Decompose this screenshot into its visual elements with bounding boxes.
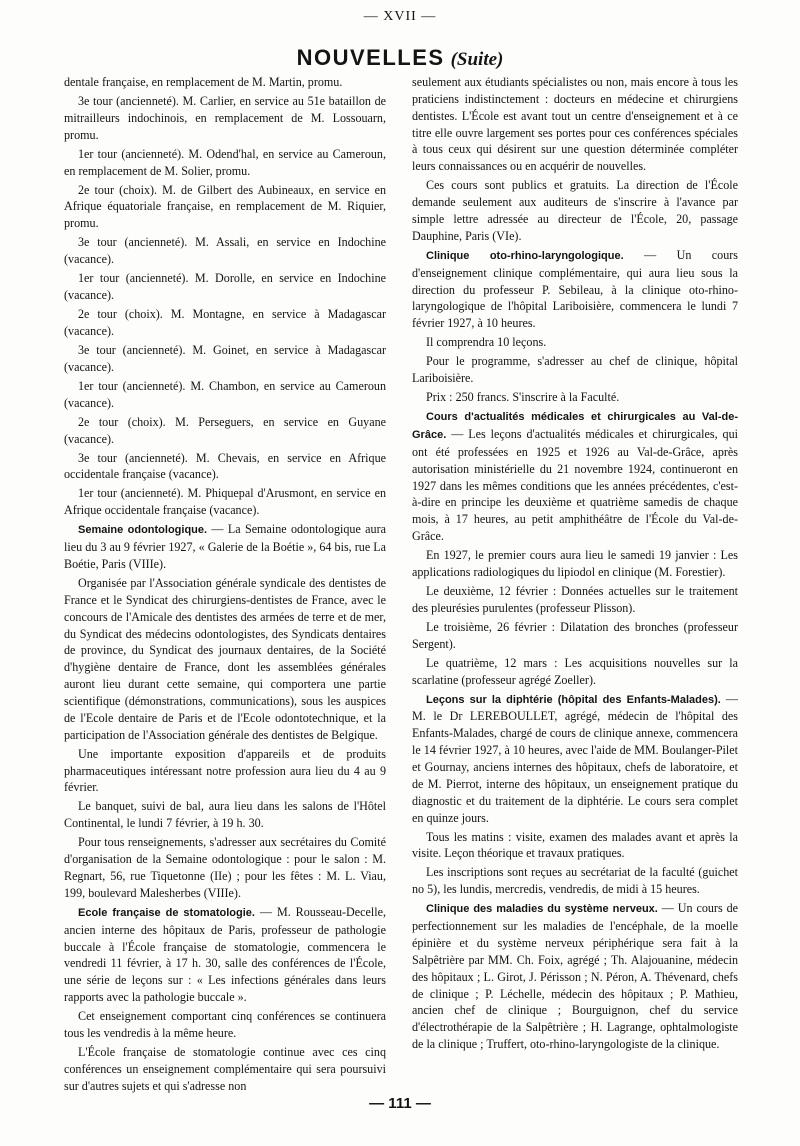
paragraph-text: 1er tour (ancienneté). M. Odend'hal, en service au Cameroun, en remplacement de M. Solier, promu. <box>64 146 386 178</box>
paragraph <box>64 834 386 901</box>
page-roman-numeral: — XVII — <box>363 9 437 24</box>
paragraph-text: L'École française de stomatologie continue avec ces cinq conférences un enseignement complémentaire qui sera poursuivi sur d'autres sujets et qui s'adresse non <box>64 1044 386 1093</box>
paragraph <box>64 342 386 376</box>
paragraph <box>412 177 738 244</box>
section-heading: Clinique oto-rhino-laryngologique. <box>426 249 624 262</box>
left-column <box>64 74 386 1097</box>
paragraph <box>412 547 738 581</box>
paragraph <box>64 485 386 519</box>
paragraph-text: Ces cours sont publics et gratuits. La direction de l'École demande seulement aux auditeurs de s'inscrire à l'avance par simple lettre adressée au directeur de l'École, 20, passage Dauphine, Paris (VIe). <box>412 178 738 243</box>
paragraph <box>64 1044 386 1095</box>
paragraph-text: — Un cours d'enseignement clinique complémentaire, qui aura lieu sous la direction du professeur P. Sebileau, à la clinique oto-rhino-laryngologique de l'hôpital Lariboisière, commencera le lundi 7 février 1927, à 10 heures. <box>412 247 739 331</box>
paragraph <box>412 691 738 827</box>
paragraph-text: 3e tour (ancienneté). M. Assali, en service en Indochine (vacance). <box>64 235 386 267</box>
right-column <box>412 74 738 1055</box>
paragraph-text: — La Semaine odontologique aura lieu du 3 au 9 février 1927, « Galerie de la Boétie », 64 bis, rue La Boétie, Paris (VIIIe). <box>64 522 386 572</box>
paragraph <box>64 414 386 448</box>
paragraph <box>64 146 386 180</box>
section-heading: Leçons sur la diphtérie (hôpital des Enfants-Malades). <box>426 693 721 706</box>
paragraph-text: Prix : 250 francs. S'inscrire à la Faculté. <box>426 390 620 405</box>
paragraph-text: seulement aux étudiants spécialistes ou non, mais encore à tous les praticiens indistinctement : docteurs en médecine et chirurgiens dentistes. L'École est avant tout un centre d'enseignement et à ce titre elle ouvre largement ses portes pour ces conférences spéciales à tous ceux qui désirent sur une question déterminée compléter leurs connaissances ou en acquérir de nouvelles. <box>412 75 738 174</box>
section-title-suffix: (Suite) <box>450 49 504 70</box>
page-number: — 111 — <box>369 1095 431 1112</box>
paragraph-text: Pour tous renseignements, s'adresser aux secrétaires du Comité d'organisation de la Semaine odontologique : pour le salon : M. Regnart, 56, rue Tiquetonne (IIe) ; pour les fêtes : M. L. Viau, 199, boulevard Malesherbes (VIIIe). <box>64 835 386 900</box>
paragraph <box>412 829 738 863</box>
paragraph-text: 2e tour (choix). M. Montagne, en service à Madagascar (vacance). <box>64 307 386 338</box>
section-title <box>0 44 800 75</box>
paragraph-text: Le quatrième, 12 mars : Les acquisitions nouvelles sur la scarlatine (professeur agrégé Zoeller). <box>412 655 738 687</box>
paragraph-text: Pour le programme, s'adresser au chef de clinique, hôpital Lariboisière. <box>412 354 738 386</box>
paragraph-text: Le troisième, 26 février : Dilatation des bronches (professeur Sergent). <box>412 619 738 651</box>
paragraph-text: Organisée par l'Association générale syndicale des dentistes de France et le Syndicat des chirurgiens-dentistes de France, avec le concours de l'Amicale des dentistes des armées de terre et de mer, du Syndicat des médecins odontologistes, des Syndicats dentaires de province, du Syndicat des journaux dentaires, de la Société d'hygiène dentaire de France, dont les assemblées générales auront lieu durant cette semaine, qui comportera une partie scientifique (démonstrations, communications), sous les auspices de l'Ecole dentaire de Paris et de l'Ecole odontotechnique, et la participation de l'Association générale des dentistes de Belgique. <box>64 576 386 742</box>
paragraph <box>64 798 386 832</box>
paragraph <box>64 234 386 268</box>
paragraph-text: Tous les matins : visite, examen des malades avant et après la visite. Leçon théorique et travaux pratiques. <box>412 829 738 861</box>
paragraph-text: 1er tour (ancienneté). M. Chambon, en service au Cameroun (vacance). <box>64 378 386 410</box>
paragraph-text: 2e tour (choix). M. de Gilbert des Aubineaux, en service en Afrique équatoriale française, en remplacement de M. Riquier, promu. <box>64 182 386 231</box>
paragraph <box>64 450 386 484</box>
paragraph <box>412 334 738 351</box>
paragraph-text: 3e tour (ancienneté). M. Chevais, en service en Afrique occidentale française (vacance). <box>64 450 386 482</box>
paragraph <box>64 378 386 412</box>
paragraph <box>412 353 738 387</box>
paragraph <box>64 746 386 797</box>
paragraph <box>412 864 738 898</box>
paragraph <box>412 247 738 332</box>
paragraph-text: En 1927, le premier cours aura lieu le samedi 19 janvier : Les applications radiologiques du lipiodol en clinique (M. Forestier). <box>412 548 738 579</box>
section-heading: Cours d'actualités médicales et chirurgicales au Val-de-Grâce. <box>412 411 738 441</box>
paragraph-text: Le deuxième, 12 février : Données actuelles sur le traitement des pleurésies purulentes (professeur Plisson). <box>412 583 738 615</box>
paragraph <box>64 93 386 144</box>
paragraph-text: Il comprendra 10 leçons. <box>426 335 547 350</box>
paragraph <box>412 619 738 653</box>
paragraph-text: Les inscriptions sont reçues au secrétariat de la faculté (guichet no 5), les lundis, mercredis, vendredis, de midi à 15 heures. <box>412 865 738 897</box>
paragraph-text: — M. le Dr LEREBOULLET, agrégé, médecin de l'hôpital des Enfants-Malades, chargé de cours de clinique annexe, commencera le 14 février 1927, à 10 heures, avec l'aide de MM. Boulanger-Pilet et Gournay, anciens internes des hôpitaux, chefs de laboratoire, et de M. Pierrot, interne des hôpitaux, un enseignement pratique du diagnostic et du traitement de la diphtérie. Le cours sera complet en quinze jours. <box>412 691 738 825</box>
paragraph <box>64 575 386 743</box>
paragraph <box>64 74 386 91</box>
section-heading: Semaine odontologique. <box>78 524 208 537</box>
paragraph <box>412 389 738 406</box>
section-heading: Ecole française de stomatologie. <box>78 906 255 919</box>
section-title-main: NOUVELLES <box>296 45 445 70</box>
paragraph <box>412 900 738 1053</box>
paragraph <box>412 74 738 175</box>
paragraph-text: — Un cours de perfectionnement sur les maladies de l'encéphale, de la moelle épinière et du système nerveux périphérique sera fait à la Salpêtrière par MM. Ch. Foix, agrégé ; Th. Alajouanine, médecin des hôpitaux ; L. Girot, J. Périsson ; N. Péron, A. Thévenard, chefs de clinique ; P. Léchelle, médecin des hôpitaux ; P. Mathieu, ancien chef de clinique ; Bourguignon, chef du service d'électrothérapie de la Salpêtrière ; H. Lagrange, ophtalmologiste de la clinique ; Truffert, oto-rhino-laryngologiste de la clinique. <box>412 901 738 1052</box>
paragraph-text: — M. Rousseau-Decelle, ancien interne des hôpitaux de Paris, professeur de pathologie buccale à l'École française de stomatologie, commencera le vendredi 11 février, à 17 h. 30, salle des conférences de l'École, une série de leçons sur : « Les infections générales dans leurs rapports avec la pathologie buccale ». <box>64 904 386 1005</box>
paragraph <box>64 270 386 304</box>
paragraph-text: dentale française, en remplacement de M. Martin, promu. <box>64 75 343 89</box>
paragraph-text: — Les leçons d'actualités médicales et chirurgicales, qui ont été professées en 1925 et 1926 au Val-de-Grâce, après autorisation ministérielle du 21 novembre 1924, continueront en 1927 dans les mêmes conditions que les années précédentes, c'est-à-dire en principe les deuxième et quatrième samedis de chaque mois, à 17 heures, au petit amphithéâtre de l'École du Val-de-Grâce. <box>412 427 738 544</box>
paragraph <box>64 1008 386 1042</box>
paragraph <box>412 583 738 617</box>
paragraph <box>64 306 386 340</box>
paragraph-text: 1er tour (ancienneté). M. Phiquepal d'Arusmont, en service en Afrique occidentale française (vacance). <box>64 486 386 518</box>
paragraph-text: 1er tour (ancienneté). M. Dorolle, en service en Indochine (vacance). <box>64 271 386 303</box>
paragraph-text: Cet enseignement comportant cinq conférences se continuera tous les vendredis à la même heure. <box>64 1009 386 1040</box>
paragraph-text: Le banquet, suivi de bal, aura lieu dans les salons de l'Hôtel Continental, le lundi 7 février, à 19 h. 30. <box>64 799 386 831</box>
paragraph <box>64 904 386 1006</box>
paragraph-text: 3e tour (ancienneté). M. Carlier, en service au 51e bataillon de mitrailleurs indochinois, en remplacement de M. Lossouarn, promu. <box>64 94 386 142</box>
paragraph-text: Une importante exposition d'appareils et de produits pharmaceutiques intéressant notre profession aura lieu du 4 au 9 février. <box>64 746 386 795</box>
paragraph <box>64 521 386 573</box>
paragraph <box>64 182 386 233</box>
paragraph <box>412 408 738 545</box>
paragraph <box>412 655 738 689</box>
paragraph-text: 3e tour (ancienneté). M. Goinet, en service à Madagascar (vacance). <box>64 342 386 374</box>
section-heading: Clinique des maladies du système nerveux. <box>426 903 658 916</box>
paragraph-text: 2e tour (choix). M. Perseguers, en service en Guyane (vacance). <box>64 414 386 446</box>
